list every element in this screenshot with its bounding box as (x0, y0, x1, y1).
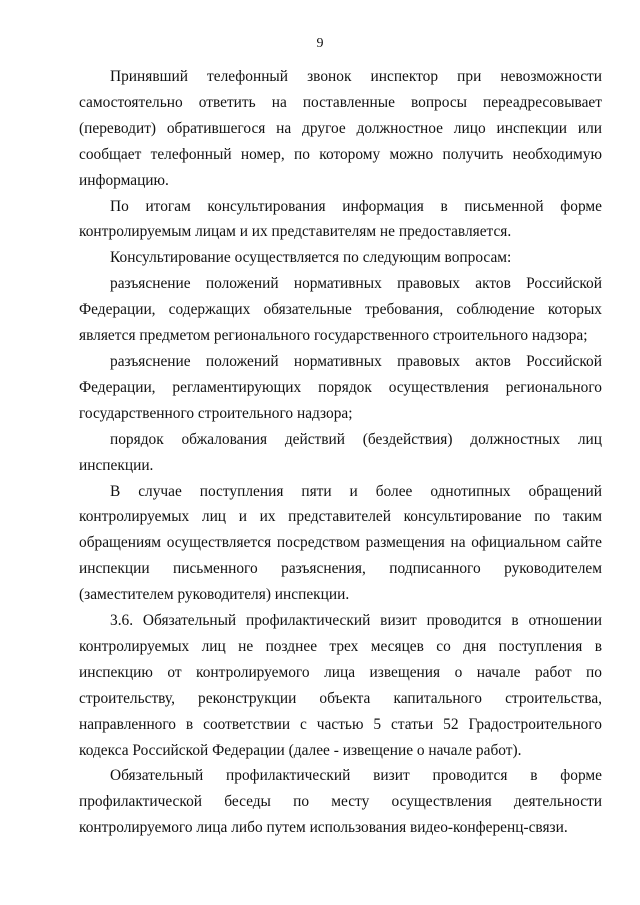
paragraph-phone-redirect: Принявший телефонный звонок инспектор при невозможности самостоятельно ответить на поставленные вопросы переадресовывает (переводит) обратившегося на другое должностное лицо инспекции или сообщает телефонный номер, по которому можно получить необходимую информацию. (79, 68, 602, 189)
paragraph-section-3-6: 3.6. Обязательный профилактический визит проводится в отношении контролируемых лиц не позднее трех месяцев со дня поступления в инспекцию от контролируемого лица извещения о начале работ по строительству, реконструкции объекта капитального строительства, направленного в соответствии с частью 5 статьи 52 Градостроительного кодекса Российской Федерации (далее - извещение о начале работ). (79, 612, 602, 759)
paragraph-visit-form: Обязательный профилактический визит проводится в форме профилактической беседы по месту осуществления деятельности контролируемого лица либо путем использования видео-конференц-связи. (79, 767, 602, 837)
page-number: 9 (316, 36, 324, 51)
document-body (79, 64, 602, 841)
paragraph-similar-requests: В случае поступления пяти и более однотипных обращений контролируемых лиц и их представителей консультирование по таким обращениям осуществляется посредством размещения на официальном сайте инспекции письменного разъяснения, подписанного руководителем (заместителем руководителя) инспекции. (79, 482, 602, 604)
paragraph-topic-procedure: разъяснение положений нормативных правовых актов Российской Федерации, регламентирующих порядок осуществления регионального государственного строительного надзора; (79, 352, 602, 422)
paragraph-topic-requirements: разъяснение положений нормативных правовых актов Российской Федерации, содержащих обязательные требования, соблюдение которых является предметом регионального государственного строительного надзора; (79, 275, 602, 345)
paragraph-topic-appeal: порядок обжалования действий (бездействия) должностных лиц инспекции. (79, 430, 602, 474)
paragraph-no-written-info: По итогам консультирования информация в письменной форме контролируемым лицам и их представителям не предоставляется. (79, 197, 602, 241)
paragraph-consult-topics-intro: Консультирование осуществляется по следующим вопросам: (110, 249, 512, 267)
